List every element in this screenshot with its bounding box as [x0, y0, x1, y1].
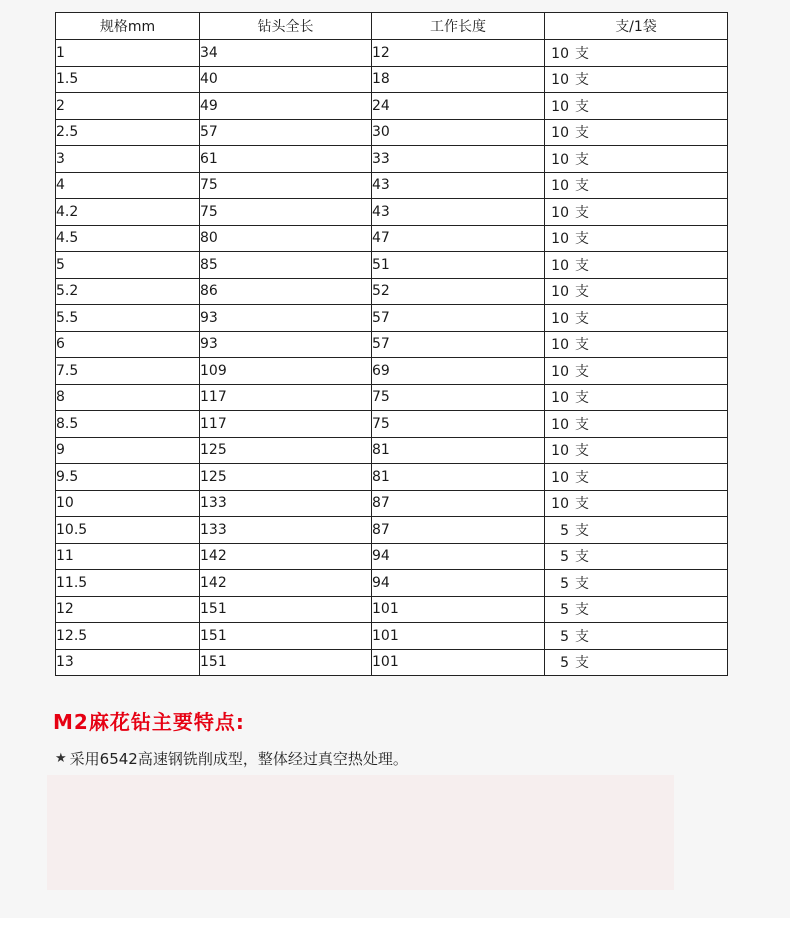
cell-total-length: 151 — [200, 649, 372, 676]
cell-working-length: 12 — [372, 40, 545, 67]
table-row — [56, 278, 728, 305]
cell-pieces-per-bag — [545, 570, 728, 597]
header-total-length: 钻头全长 — [200, 13, 372, 40]
cell-pieces-per-bag — [545, 437, 728, 464]
cell-spec: 5.5 — [56, 305, 200, 332]
pack-unit: 支 — [575, 655, 589, 672]
pack-quantity: 10 — [551, 257, 569, 274]
table-row — [56, 40, 728, 67]
cell-total-length: 57 — [200, 119, 372, 146]
cell-working-length: 30 — [372, 119, 545, 146]
pack-quantity: 5 — [560, 628, 569, 645]
pack-unit: 支 — [575, 469, 589, 486]
cell-working-length: 87 — [372, 517, 545, 544]
cell-working-length: 33 — [372, 146, 545, 173]
pack-quantity: 10 — [551, 363, 569, 380]
pack-unit: 支 — [575, 549, 589, 566]
cell-pieces-per-bag — [545, 358, 728, 385]
cell-working-length: 87 — [372, 490, 545, 517]
cell-working-length: 24 — [372, 93, 545, 120]
header-pieces-per-bag: 支/1袋 — [545, 13, 728, 40]
cell-pieces-per-bag — [545, 543, 728, 570]
cell-working-length: 57 — [372, 305, 545, 332]
cell-spec: 5 — [56, 252, 200, 279]
pack-quantity: 5 — [560, 575, 569, 592]
cell-working-length: 18 — [372, 66, 545, 93]
cell-spec: 5.2 — [56, 278, 200, 305]
cell-spec: 4 — [56, 172, 200, 199]
cell-total-length: 49 — [200, 93, 372, 120]
cell-total-length: 133 — [200, 517, 372, 544]
cell-spec: 3 — [56, 146, 200, 173]
cell-working-length: 81 — [372, 464, 545, 491]
pack-quantity: 10 — [551, 416, 569, 433]
cell-spec: 12.5 — [56, 623, 200, 650]
cell-working-length: 94 — [372, 543, 545, 570]
table-row — [56, 225, 728, 252]
cell-spec: 11 — [56, 543, 200, 570]
cell-working-length: 75 — [372, 384, 545, 411]
pack-quantity: 10 — [551, 178, 569, 195]
feature-item — [55, 748, 408, 769]
cell-spec: 4.2 — [56, 199, 200, 226]
pack-quantity: 10 — [551, 443, 569, 460]
feature-item-text: 采用6542高速钢铣削成型，整体经过真空热处理。 — [69, 750, 408, 768]
cell-total-length: 85 — [200, 252, 372, 279]
pack-quantity: 10 — [551, 310, 569, 327]
table-row — [56, 172, 728, 199]
cell-spec: 11.5 — [56, 570, 200, 597]
cell-total-length: 125 — [200, 464, 372, 491]
cell-working-length: 94 — [372, 570, 545, 597]
table-row — [56, 596, 728, 623]
cell-working-length: 43 — [372, 199, 545, 226]
cell-working-length: 101 — [372, 649, 545, 676]
features-title: M2麻花钻主要特点: — [53, 710, 245, 734]
cell-total-length: 151 — [200, 596, 372, 623]
cell-spec: 8.5 — [56, 411, 200, 438]
pack-unit: 支 — [575, 443, 589, 460]
cell-working-length: 57 — [372, 331, 545, 358]
cell-working-length: 101 — [372, 623, 545, 650]
table-row — [56, 331, 728, 358]
cell-total-length: 109 — [200, 358, 372, 385]
cell-total-length: 133 — [200, 490, 372, 517]
cell-total-length: 142 — [200, 570, 372, 597]
header-spec: 规格mm — [56, 13, 200, 40]
cell-total-length: 61 — [200, 146, 372, 173]
cell-total-length: 34 — [200, 40, 372, 67]
cell-spec: 10.5 — [56, 517, 200, 544]
pack-quantity: 5 — [560, 549, 569, 566]
pack-quantity: 10 — [551, 45, 569, 62]
pack-unit: 支 — [575, 602, 589, 619]
star-icon: ★ — [55, 751, 67, 766]
pack-unit: 支 — [575, 628, 589, 645]
cell-spec: 2.5 — [56, 119, 200, 146]
cell-working-length: 81 — [372, 437, 545, 464]
cell-spec: 13 — [56, 649, 200, 676]
pack-unit: 支 — [575, 310, 589, 327]
cell-spec: 9 — [56, 437, 200, 464]
spec-table-header-row — [56, 13, 728, 40]
pack-quantity: 10 — [551, 204, 569, 221]
table-row — [56, 66, 728, 93]
table-row — [56, 490, 728, 517]
cell-spec: 8 — [56, 384, 200, 411]
cell-total-length: 142 — [200, 543, 372, 570]
pack-unit: 支 — [575, 231, 589, 248]
table-row — [56, 623, 728, 650]
cell-total-length: 93 — [200, 331, 372, 358]
table-row — [56, 543, 728, 570]
cell-working-length: 101 — [372, 596, 545, 623]
pack-unit: 支 — [575, 390, 589, 407]
cell-total-length: 40 — [200, 66, 372, 93]
cell-pieces-per-bag — [545, 199, 728, 226]
cell-total-length: 151 — [200, 623, 372, 650]
table-row — [56, 649, 728, 676]
pack-unit: 支 — [575, 257, 589, 274]
cell-pieces-per-bag — [545, 649, 728, 676]
pack-unit: 支 — [575, 522, 589, 539]
cell-spec: 1 — [56, 40, 200, 67]
cell-spec: 4.5 — [56, 225, 200, 252]
pack-quantity: 10 — [551, 151, 569, 168]
cell-pieces-per-bag — [545, 305, 728, 332]
cell-pieces-per-bag — [545, 119, 728, 146]
pack-unit: 支 — [575, 284, 589, 301]
table-row — [56, 119, 728, 146]
table-row — [56, 437, 728, 464]
table-row — [56, 252, 728, 279]
cell-pieces-per-bag — [545, 411, 728, 438]
table-row — [56, 411, 728, 438]
pack-unit: 支 — [575, 178, 589, 195]
pack-unit: 支 — [575, 72, 589, 89]
pack-quantity: 10 — [551, 284, 569, 301]
pack-unit: 支 — [575, 496, 589, 513]
spec-table-body — [56, 40, 728, 676]
cell-working-length: 69 — [372, 358, 545, 385]
table-row — [56, 305, 728, 332]
pack-quantity: 10 — [551, 390, 569, 407]
cell-pieces-per-bag — [545, 93, 728, 120]
cell-total-length: 117 — [200, 384, 372, 411]
pink-content-panel — [47, 775, 674, 890]
spec-table — [55, 12, 728, 676]
cell-pieces-per-bag — [545, 384, 728, 411]
table-row — [56, 517, 728, 544]
bottom-strip — [0, 918, 790, 930]
cell-total-length: 80 — [200, 225, 372, 252]
cell-total-length: 75 — [200, 199, 372, 226]
pack-quantity: 5 — [560, 602, 569, 619]
pack-unit: 支 — [575, 204, 589, 221]
cell-total-length: 125 — [200, 437, 372, 464]
cell-spec: 6 — [56, 331, 200, 358]
pack-quantity: 10 — [551, 98, 569, 115]
pack-quantity: 10 — [551, 231, 569, 248]
cell-pieces-per-bag — [545, 623, 728, 650]
pack-unit: 支 — [575, 45, 589, 62]
pack-quantity: 10 — [551, 469, 569, 486]
cell-spec: 9.5 — [56, 464, 200, 491]
cell-working-length: 52 — [372, 278, 545, 305]
cell-pieces-per-bag — [545, 517, 728, 544]
table-row — [56, 358, 728, 385]
cell-pieces-per-bag — [545, 66, 728, 93]
table-row — [56, 464, 728, 491]
cell-pieces-per-bag — [545, 225, 728, 252]
cell-total-length: 86 — [200, 278, 372, 305]
pack-quantity: 5 — [560, 522, 569, 539]
cell-total-length: 75 — [200, 172, 372, 199]
header-working-length: 工作长度 — [372, 13, 545, 40]
pack-unit: 支 — [575, 575, 589, 592]
cell-spec: 7.5 — [56, 358, 200, 385]
cell-total-length: 93 — [200, 305, 372, 332]
cell-pieces-per-bag — [545, 146, 728, 173]
cell-pieces-per-bag — [545, 490, 728, 517]
cell-pieces-per-bag — [545, 331, 728, 358]
cell-spec: 1.5 — [56, 66, 200, 93]
cell-total-length: 117 — [200, 411, 372, 438]
cell-pieces-per-bag — [545, 464, 728, 491]
cell-working-length: 43 — [372, 172, 545, 199]
cell-spec: 10 — [56, 490, 200, 517]
cell-working-length: 75 — [372, 411, 545, 438]
table-row — [56, 93, 728, 120]
pack-quantity: 10 — [551, 72, 569, 89]
pack-quantity: 10 — [551, 496, 569, 513]
cell-working-length: 51 — [372, 252, 545, 279]
pack-unit: 支 — [575, 151, 589, 168]
pack-unit: 支 — [575, 98, 589, 115]
table-row — [56, 146, 728, 173]
cell-pieces-per-bag — [545, 172, 728, 199]
pack-quantity: 5 — [560, 655, 569, 672]
pack-quantity: 10 — [551, 125, 569, 142]
pack-unit: 支 — [575, 337, 589, 354]
cell-spec: 2 — [56, 93, 200, 120]
cell-pieces-per-bag — [545, 40, 728, 67]
cell-working-length: 47 — [372, 225, 545, 252]
cell-pieces-per-bag — [545, 596, 728, 623]
table-row — [56, 199, 728, 226]
pack-unit: 支 — [575, 416, 589, 433]
table-row — [56, 384, 728, 411]
cell-pieces-per-bag — [545, 278, 728, 305]
pack-quantity: 10 — [551, 337, 569, 354]
pack-unit: 支 — [575, 125, 589, 142]
cell-spec: 12 — [56, 596, 200, 623]
table-row — [56, 570, 728, 597]
pack-unit: 支 — [575, 363, 589, 380]
cell-pieces-per-bag — [545, 252, 728, 279]
